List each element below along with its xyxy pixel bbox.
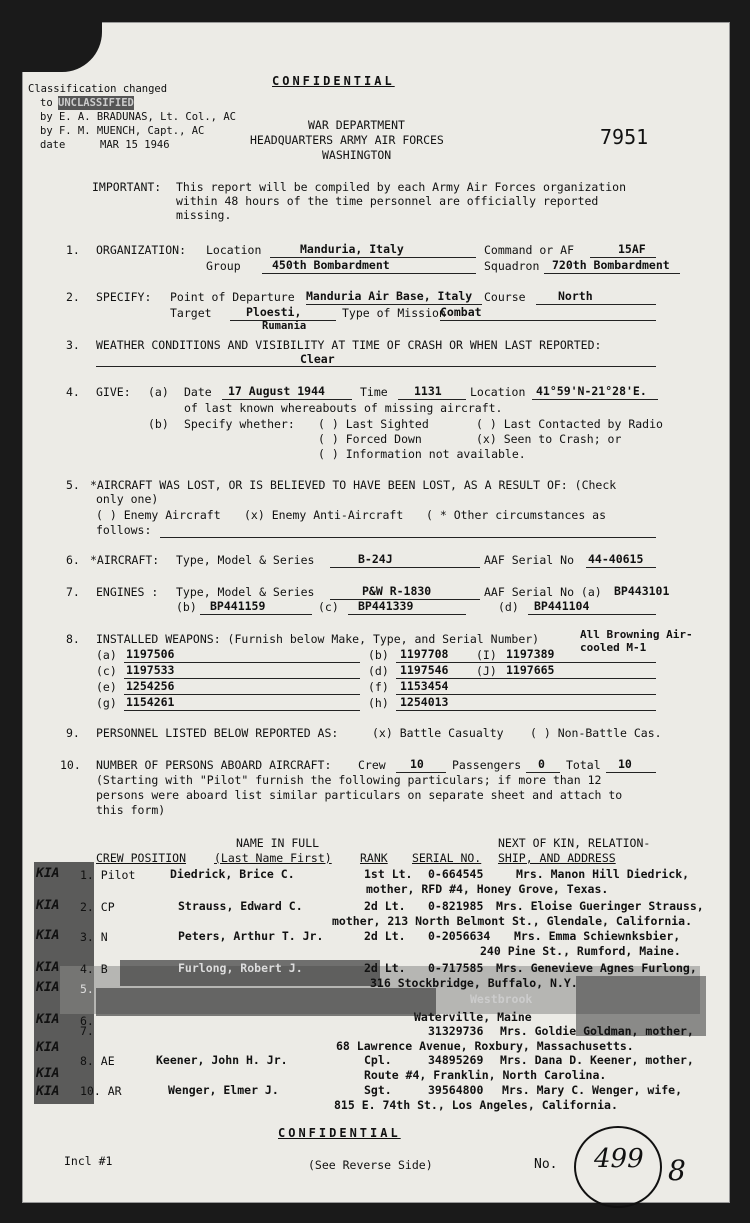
location-label: Location [206,243,262,257]
command-label: Command or AF [484,243,575,257]
crew-kin-2: Westbrook [470,992,533,1006]
th-kin-2: SHIP, AND ADDRESS [498,851,616,865]
opt-forced-down: ( ) Forced Down [318,432,422,446]
s4-a-line2: of last known whereabouts of missing aircraft. [184,401,503,415]
s4-b-label: Specify whether: [184,417,295,431]
crew-serial: 0-664545 [428,867,484,881]
see-reverse: (See Reverse Side) [308,1158,433,1172]
s6-label: *AIRCRAFT: [90,553,160,567]
weapon-j-label: (J) [476,664,497,678]
s2-num: 2. [66,290,80,304]
weapon-c: 1197533 [126,663,175,677]
crew-name: Wenger, Elmer J. [168,1083,279,1097]
weapon-i: 1197389 [506,647,555,661]
s10-num: 10. [60,758,81,772]
total-label: Total [566,758,601,772]
s7-label: ENGINES : [96,585,159,599]
crew-value: 10 [410,757,424,771]
weapons-note-2: cooled M-1 [580,641,647,654]
s9-label: PERSONNEL LISTED BELOW REPORTED AS: [96,726,339,740]
crew-kin-2: Route #4, Franklin, North Carolina. [364,1068,607,1082]
crew-position: 5. [80,982,94,996]
mission-label: Type of Mission [342,306,446,320]
course-label: Course [484,290,526,304]
crew-position: 1. Pilot [80,868,136,882]
crew-kin-1: Mrs. Manon Hill Diedrick, [516,867,690,881]
target-label: Target [170,306,212,320]
important-line-1: This report will be compiled by each Army Air Forces organization [176,180,627,194]
kia-stamp: KIA [36,960,60,975]
crash-date-label: Date [184,385,212,399]
kia-stamp: KIA [36,928,60,943]
command-value: 15AF [618,242,646,256]
important-line-2: within 48 hours of the time personnel are officially reported [176,194,599,208]
total-value: 10 [618,757,632,771]
to-label: to [40,97,53,109]
crew-kin-2: 316 Stockbridge, Buffalo, N.Y. [370,976,578,990]
target-value: Ploesti, [246,305,302,319]
aircraft-type-label: Type, Model & Series [176,553,315,567]
crew-kin-2: Waterville, Maine [414,1010,532,1024]
crew-position: 10. AR [80,1084,122,1098]
th-rank: RANK [360,851,388,865]
s3-num: 3. [66,338,80,352]
opt-no-info: ( ) Information not available. [318,447,526,461]
s7-num: 7. [66,585,80,599]
crew-kin-1: Mrs. Emma Schiewnksbier, [514,929,681,943]
weapon-h: 1254013 [400,695,449,709]
s1-num: 1. [66,243,80,257]
dept-line-1: WAR DEPARTMENT [308,118,405,132]
aircraft-type-value: B-24J [358,552,393,566]
s10-line-4: this form) [96,803,166,817]
crew-name: Furlong, Robert J. [178,961,303,975]
weapons-note-1: All Browning Air- [580,628,693,641]
kia-stamp: KIA [36,1012,60,1027]
important-line-3: missing. [176,208,232,222]
th-name-2: (Last Name First) [214,851,332,865]
opt-seen-crash: (x) Seen to Crash; or [476,432,622,446]
engine-serial-d: BP441104 [534,599,590,613]
crew-kin-1: Mrs. Genevieve Agnes Furlong, [496,961,697,975]
s6-num: 6. [66,553,80,567]
handwritten-mark: 8 [668,1154,686,1187]
weather-value: Clear [300,352,335,366]
mission-value: Combat [440,305,482,319]
kia-stamp: KIA [36,1040,60,1055]
squadron-label: Squadron [484,259,540,273]
crew-rank: 2d Lt. [364,961,406,975]
weapon-g: 1154261 [126,695,175,709]
crew-label: Crew [358,758,386,772]
crew-serial: 31329736 [428,1024,484,1038]
passengers-label: Passengers [452,758,522,772]
s5-line-1: *AIRCRAFT WAS LOST, OR IS BELIEVED TO HAVE BEEN LOST, AS A RESULT OF: (Check [90,478,617,492]
engine-type-value: P&W R-1830 [362,584,432,598]
crew-kin-1: Mrs. Dana D. Keener, mother, [500,1053,694,1067]
weapon-j: 1197665 [506,663,555,677]
weapon-e-label: (e) [96,680,117,694]
crew-kin-2: mother, 213 North Belmont St., Glendale, California. [332,914,693,928]
weapon-d: 1197546 [400,663,449,677]
weapon-d-label: (d) [368,664,389,678]
s10-line-2: (Starting with "Pilot" furnish the following particulars; if more than 12 [96,773,602,787]
weapon-a: 1197506 [126,647,175,661]
kia-stamp: KIA [36,1066,60,1081]
crew-position: 6. [80,1014,94,1028]
kia-stamp: KIA [36,1084,60,1099]
engine-d-label: (d) [498,600,519,614]
pod-value: Manduria Air Base, Italy [306,289,473,303]
crew-name: Keener, John H. Jr. [156,1053,288,1067]
crew-kin-2: mother, RFD #4, Honey Grove, Texas. [366,882,609,896]
time-value: 1131 [414,384,442,398]
weapon-c-label: (c) [96,664,117,678]
opt-last-sighted: ( ) Last Sighted [318,417,429,431]
th-position: CREW POSITION [96,851,187,865]
classification-changed: Classification changed [28,83,168,95]
weapon-f-label: (f) [368,680,389,694]
s5-num: 5. [66,478,80,492]
crew-serial: 39564800 [428,1083,484,1097]
crew-rank: Cpl. [364,1053,392,1067]
crew-position: 4. B [80,962,108,976]
by-line-1: by E. A. BRADUNAS, Lt. Col., AC [40,111,236,123]
th-kin-1: NEXT OF KIN, RELATION- [498,836,651,850]
crew-position: 7. [80,1024,94,1038]
engine-b-label: (b) [176,600,197,614]
crew-kin-2: 68 Lawrence Avenue, Roxbury, Massachusetts. [336,1039,634,1053]
loc-label: Location [470,385,526,399]
s4-num: 4. [66,385,80,399]
by-line-2: by F. M. MUENCH, Capt., AC [40,125,205,137]
crew-rank: 2d Lt. [364,929,406,943]
crew-kin-1: Mrs. Mary C. Wenger, wife, [502,1083,683,1097]
crew-rank: Sgt. [364,1083,392,1097]
dept-line-2: HEADQUARTERS ARMY AIR FORCES [250,133,444,147]
crew-position: 8. AE [80,1054,115,1068]
location-value: Manduria, Italy [300,242,404,256]
kia-stamp: KIA [36,980,60,995]
important-label: IMPORTANT: [92,180,162,194]
engine-serial-c: BP441339 [358,599,414,613]
engine-serial-label: AAF Serial No (a) [484,585,602,599]
group-label: Group [206,259,241,273]
date-value: MAR 15 1946 [100,139,170,151]
crew-rank: 2d Lt. [364,899,406,913]
squadron-value: 720th Bombardment [552,258,670,272]
pod-label: Point of Departure [170,290,295,304]
aircraft-serial-label: AAF Serial No [484,553,575,567]
course-value: North [558,289,593,303]
crew-name: Diedrick, Brice C. [170,867,295,881]
engine-serial-a: BP443101 [614,584,670,598]
group-value: 450th Bombardment [272,258,390,272]
s3-label: WEATHER CONDITIONS AND VISIBILITY AT TIME OF CRASH OR WHEN LAST REPORTED: [96,338,602,352]
s5-line-2: only one) [96,492,159,506]
to-value: UNCLASSIFIED [58,97,134,109]
s8-num: 8. [66,632,80,646]
battle-casualty: (x) Battle Casualty [372,726,504,740]
weapon-b: 1197708 [400,647,449,661]
weapon-f: 1153454 [400,679,449,693]
s5-follows: follows: [96,523,152,537]
s4-b: (b) [148,417,169,431]
crew-kin-2: 240 Pine St., Rumford, Maine. [480,944,681,958]
s8-label: INSTALLED WEAPONS: (Furnish below Make, Type, and Serial Number) [96,632,540,646]
crew-serial: 0-2056634 [428,929,491,943]
cause-anti-aircraft: (x) Enemy Anti-Aircraft [244,508,404,522]
crew-serial: 0-821985 [428,899,484,913]
th-name-1: NAME IN FULL [236,836,320,850]
engine-serial-b: BP441159 [210,599,266,613]
non-battle-casualty: ( ) Non-Battle Cas. [530,726,662,740]
report-number: 7951 [600,125,649,149]
cause-enemy-aircraft: ( ) Enemy Aircraft [96,508,221,522]
s10-line-3: persons were aboard list similar particulars on separate sheet and attach to [96,788,623,802]
dept-line-3: WASHINGTON [322,148,392,162]
engine-type-label: Type, Model & Series [176,585,315,599]
kia-stamp: KIA [36,898,60,913]
weapon-i-label: (I) [476,648,497,662]
weapon-h-label: (h) [368,696,389,710]
aircraft-serial-value: 44-40615 [588,552,644,566]
crash-date-value: 17 August 1944 [228,384,325,398]
cause-other: ( * Other circumstances as [426,508,607,522]
crew-serial: 34895269 [428,1053,484,1067]
weapon-g-label: (g) [96,696,117,710]
handwritten-number: 499 [594,1144,644,1174]
crew-name: Strauss, Edward C. [178,899,303,913]
weapon-b-label: (b) [368,648,389,662]
kia-stamp: KIA [36,866,60,881]
s10-label: NUMBER OF PERSONS ABOARD AIRCRAFT: [96,758,332,772]
passengers-value: 0 [538,757,545,771]
crew-rank: 1st Lt. [364,867,413,881]
confidential-header: CONFIDENTIAL [272,74,395,88]
crew-kin-2: 815 E. 74th St., Los Angeles, California. [334,1098,618,1112]
time-label: Time [360,385,388,399]
date-label: date [40,139,66,151]
engine-c-label: (c) [318,600,339,614]
crew-position: 2. CP [80,900,115,914]
crew-name: Peters, Arthur T. Jr. [178,929,324,943]
weapon-e: 1254256 [126,679,175,693]
s4-label: GIVE: [96,385,131,399]
number-label: No. [534,1157,558,1172]
inclosure-label: Incl #1 [64,1154,113,1168]
weapon-a-label: (a) [96,648,117,662]
th-serial: SERIAL NO. [412,851,482,865]
redaction-block-2 [96,988,436,1016]
crew-kin-1: Mrs. Eloise Gueringer Strauss, [496,899,704,913]
s4-a: (a) [148,385,169,399]
crew-position: 3. N [80,930,108,944]
s9-num: 9. [66,726,80,740]
s1-label: ORGANIZATION: [96,243,187,257]
confidential-footer: CONFIDENTIAL [278,1126,401,1140]
opt-last-contacted: ( ) Last Contacted by Radio [476,417,663,431]
crew-kin-1: Mrs. Goldie Goldman, mother, [500,1024,694,1038]
crew-serial: 0-717585 [428,961,484,975]
loc-value: 41°59'N-21°28'E. [536,384,647,398]
s2-label: SPECIFY: [96,290,152,304]
target-country: Rumania [262,320,307,332]
